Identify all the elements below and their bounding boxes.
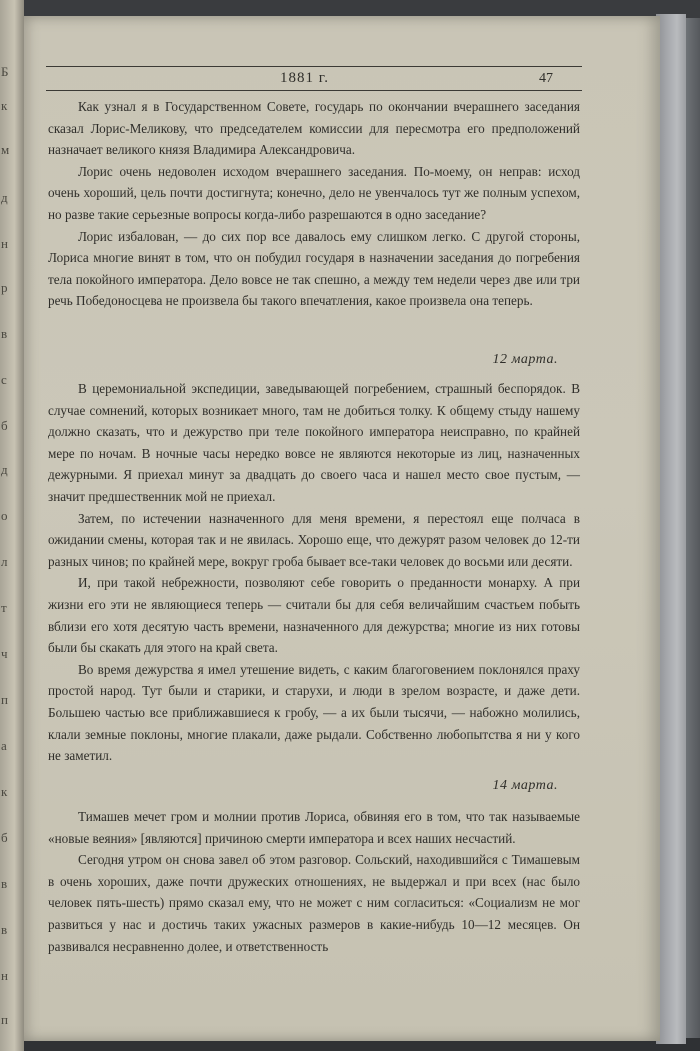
facing-page-letter: н: [1, 236, 8, 251]
paragraph: Тимашев мечет гром и молнии против Лориса, обвиняя его в том, что так называемые «новые веяния» [являются] причиною смерти императора и всех наших несчастий.: [48, 809, 580, 846]
paragraph: Лорис избалован, — до сих пор все давалось ему слишком легко. С другой стороны, Лориса многие винят в том, что он побудил государя в назначении заседания до погребения тела покойного императора. Дело вовсе не так спешно, а между тем недели через две или три речь Победоносцева не произвела бы такого впечатления, какое произвела она теперь.: [48, 228, 580, 309]
facing-page-edge: [0, 0, 24, 1051]
book-cover-edge: [686, 18, 700, 1038]
facing-page-letter: ч: [1, 646, 8, 661]
entry-block-3: [48, 806, 580, 957]
paragraph: В церемониальной экспедиции, заведывающей погребением, страшный беспорядок. В случае сомнений, которых возникает много, там не добиться толку. К общему стыду нашему должно сказать, что и дежурство при теле покойного императора неисправно, по крайней мере по ночам. В ночные часы нередко вовсе не являются некоторые из лиц, назначенных дежурными. Я приехал минут за двадцать до своего часа и нашел место свое пустым, — значит предшественник мой не приехал.: [48, 381, 580, 504]
entry-date: 12 марта.: [492, 352, 558, 367]
facing-page-letter: б: [1, 830, 8, 845]
facing-page-letter: р: [1, 280, 8, 295]
paragraph: Лорис очень недоволен исходом вчерашнего заседания. По-моему, он неправ: исход очень хороший, цель почти достигнута; конечно, дело не увенчалось тут же полным успехом, но разве такие серьезные вопросы когда-либо разрешаются в одно заседание?: [48, 163, 580, 222]
facing-page-letter: с: [1, 372, 7, 387]
facing-page-letter: т: [1, 600, 7, 615]
facing-page-letter: л: [1, 554, 8, 569]
facing-page-letter: п: [1, 1012, 8, 1027]
facing-page-letter: м: [1, 142, 10, 157]
paragraph: Сегодня утром он снова завел об этом разговор. Сольский, находившийся с Тимашевым в очень хороших, даже почти дружеских отношениях, не выдержал и при всех (нас было человек пять-шесть) прямо сказал ему, что не может с ним согласиться: «Социализм не мог развиться у нас и достичь таких ужасных размеров в какие-нибудь 10—12 месяцев. Он развивался несравненно долее, и ответственность: [48, 852, 580, 954]
facing-page-letter: в: [1, 922, 8, 937]
page-stack-edge: [656, 14, 686, 1044]
facing-page-letter: б: [1, 418, 8, 433]
facing-page-letter: в: [1, 876, 8, 891]
page-number: 47: [539, 71, 553, 86]
paragraph: Как узнал я в Государственном Совете, государь по окончании вчерашнего заседания сказал Лорис-Меликову, что председателем комиссии для пересмотра его предположений назначает великого князя Владимира Александровича.: [48, 99, 580, 158]
entry-date: 14 марта.: [492, 778, 558, 793]
facing-page-letter: к: [1, 784, 8, 799]
facing-page-letter: Б: [1, 64, 9, 79]
facing-page-letter: о: [1, 508, 8, 523]
paragraph: И, при такой небрежности, позволяют себе говорить о преданности монарху. А при жизни его эти не являющиеся теперь — считали бы для себя величайшим счастьем побыть вблизи его хотя десятую часть времени, назначенного для дежурства; многие из них готовы были бы скакать для этого на край света.: [48, 575, 580, 656]
header-rule-top: [46, 66, 582, 67]
facing-page-letter: д: [1, 190, 8, 205]
paragraph: Во время дежурства я имел утешение видеть, с каким благоговением поклонялся праху простой народ. Тут были и старики, и старухи, и люди в зрелом возрасте, и даже дети. Большею частью все приближавшиеся к гробу, — а их были тысячи, — набожно молились, клали земные поклоны, многие плакали, даже рыдали. Собственно любопытства я ни у кого не заметил.: [48, 661, 580, 764]
facing-page-letter: в: [1, 326, 8, 341]
running-header-year: 1881 г.: [280, 70, 329, 86]
facing-page-letter: к: [1, 98, 8, 113]
book-page: [24, 16, 660, 1041]
entry-block-2: [48, 378, 580, 767]
facing-page-letter: а: [1, 738, 7, 753]
entry-block-1: [48, 96, 580, 312]
paragraph: Затем, по истечении назначенного для меня времени, я перестоял еще полчаса в ожидании смены, которая так и не явилась. Хорошо еще, что дежурят разом человек до 12-ти разных чинов; по крайней мере, вокруг гроба бывает все-таки человек до восьми или десяти.: [48, 510, 580, 569]
facing-page-letter: д: [1, 462, 8, 477]
facing-page-letter: н: [1, 968, 8, 983]
header-rule-bottom: [46, 90, 582, 91]
facing-page-letter: п: [1, 692, 8, 707]
